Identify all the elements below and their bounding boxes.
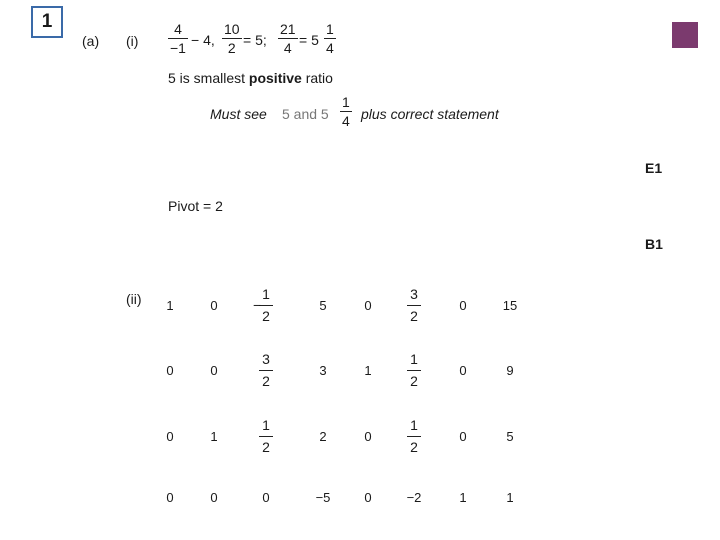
mark-b1: B1 xyxy=(645,236,663,252)
fraction-denominator: 2 xyxy=(410,373,418,389)
ratio-fraction-1: 4 −1 xyxy=(170,21,186,56)
tableau-cell: 3 xyxy=(319,363,327,378)
tableau-fraction-cell xyxy=(399,351,429,390)
guidance-mid: 5 and 5 xyxy=(282,106,329,122)
tableau-fraction-cell xyxy=(399,417,429,456)
fraction-numerator: 1 xyxy=(410,351,418,367)
tableau-cell: −2 xyxy=(406,490,422,505)
sub-i-label: (i) xyxy=(126,33,139,49)
tableau-cell: 0 xyxy=(459,363,467,378)
fraction-numerator: 1 xyxy=(410,417,418,433)
guidance-fraction: 1 4 xyxy=(342,94,350,129)
ratio-mixed-fraction: 1 4 xyxy=(326,21,334,56)
tableau-cell: 5 xyxy=(506,429,514,444)
tableau-cell: 9 xyxy=(506,363,514,378)
ratio-fraction-3: 21 4 xyxy=(280,21,296,56)
pivot-statement: Pivot = 2 xyxy=(168,198,223,214)
fraction-denominator: 2 xyxy=(410,439,418,455)
tableau-cell: 1 xyxy=(506,490,514,505)
ratio-text-1: − 4, xyxy=(191,32,215,48)
tableau-cell: 0 xyxy=(364,490,372,505)
tableau-cell: 1 xyxy=(364,363,372,378)
sub-ii-label: (ii) xyxy=(126,291,142,307)
tableau-cell: 0 xyxy=(210,298,218,313)
ratio-fraction-2: 10 2 xyxy=(224,21,240,56)
tableau-cell: 0 xyxy=(364,429,372,444)
fraction-denominator: 2 xyxy=(262,373,270,389)
fraction-numerator: 3 xyxy=(262,351,270,367)
question-number-box: 1 xyxy=(31,6,63,38)
tableau-cell: 5 xyxy=(319,298,327,313)
tableau-cell: 0 xyxy=(459,429,467,444)
guidance-post: plus correct statement xyxy=(361,106,499,122)
fraction-numerator: 3 xyxy=(410,286,418,302)
tableau-cell: 0 xyxy=(364,298,372,313)
tableau-cell: 1 xyxy=(459,490,467,505)
tableau-cell: 0 xyxy=(459,298,467,313)
tableau-cell: 0 xyxy=(262,490,270,505)
ratio-text-2: = 5; xyxy=(243,32,267,48)
tableau-cell: 1 xyxy=(210,429,218,444)
tableau-cell: −5 xyxy=(315,490,331,505)
fraction-denominator: 2 xyxy=(262,308,270,324)
fraction-numerator: 1 xyxy=(262,286,270,302)
accent-square xyxy=(672,22,698,48)
tableau-cell: 0 xyxy=(166,490,174,505)
tableau-cell: 15 xyxy=(502,298,518,313)
tableau-fraction-cell xyxy=(251,417,281,456)
tableau-cell: 0 xyxy=(166,363,174,378)
tableau-cell: 0 xyxy=(210,363,218,378)
fraction-denominator: 2 xyxy=(262,439,270,455)
tableau-fraction-cell xyxy=(251,351,281,390)
fraction-minus-sign: − xyxy=(253,297,262,313)
mark-e1: E1 xyxy=(645,160,663,176)
tableau-fraction-cell xyxy=(399,286,429,325)
fraction-numerator: 1 xyxy=(262,417,270,433)
fraction-denominator: 2 xyxy=(410,308,418,324)
smallest-ratio-statement: 5 is smallest positive ratio xyxy=(168,70,333,86)
tableau-cell: 0 xyxy=(166,429,174,444)
guidance-pre: Must see xyxy=(210,106,267,122)
tableau-cell: 1 xyxy=(166,298,174,313)
tableau-cell: 2 xyxy=(319,429,327,444)
tableau-cell: 0 xyxy=(210,490,218,505)
ratio-text-3: = 5 xyxy=(299,32,319,48)
part-a-label: (a) xyxy=(82,33,100,49)
